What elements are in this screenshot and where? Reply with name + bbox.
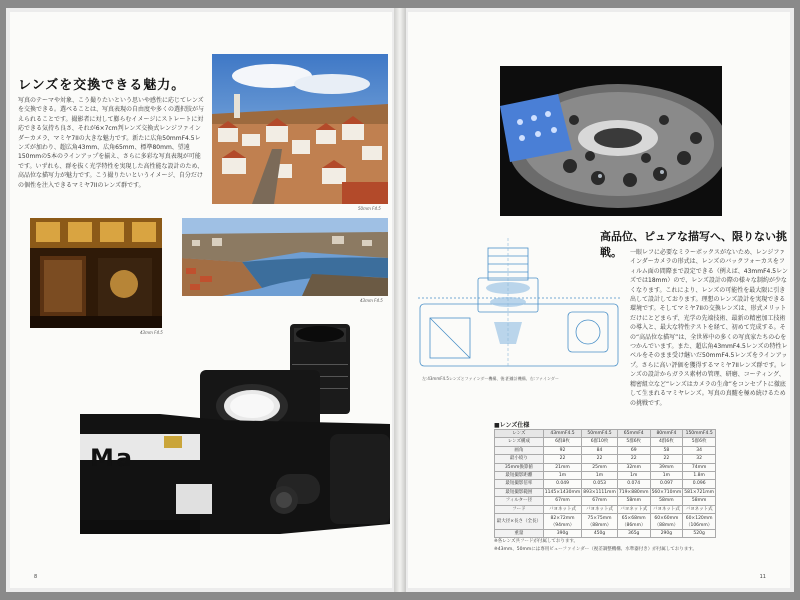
spec-row-label: 重量 (495, 530, 544, 538)
spec-cell: 22 (617, 455, 650, 463)
spec-cell: 1m (617, 472, 650, 480)
spec-cell: 0.096 (683, 480, 716, 488)
spec-cell: 6群8枚 (543, 438, 581, 446)
spec-row (495, 438, 716, 446)
spec-cell: 1m (650, 472, 683, 480)
spec-table-title: ■レンズ仕様 (494, 422, 530, 429)
spec-cell: 6群10枚 (582, 438, 618, 446)
photo-river-city (182, 218, 388, 296)
spec-cell: バヨネット式 (650, 505, 683, 513)
photo-hilltop-town (212, 54, 388, 204)
spec-cell: 520g (683, 530, 716, 538)
spec-cell: 21mm (543, 463, 581, 471)
spec-cell: バヨネット式 (683, 505, 716, 513)
spec-cell: 82×72mm（94mm） (543, 514, 581, 530)
left-heading: レンズを交換できる魅力。 (18, 78, 186, 93)
spec-note-1: ※各レンズ共フードが付属しております。 (494, 539, 579, 544)
spec-row (495, 480, 716, 488)
spec-note-2: ※43mm、50mmには専用ビューファインダー（視差調整機構、水準器付き）が付属しております。 (494, 547, 697, 552)
spec-cell: 1.8m (683, 472, 716, 480)
spec-cell: 0.049 (543, 480, 581, 488)
photo-palace-interior (30, 218, 162, 328)
spec-cell: 32 (683, 455, 716, 463)
spec-cell: 893×1111mm (583, 489, 616, 495)
right-page (408, 12, 790, 588)
spec-cell: 84 (582, 446, 618, 454)
photo-lens-polishing (500, 66, 722, 216)
spec-cell: 5群6枚 (617, 438, 650, 446)
caption-town: 50mm F4.5 (358, 206, 381, 211)
spec-cell: 58mm (650, 497, 683, 505)
spec-cell: 22 (582, 455, 618, 463)
spec-cell: 365g (617, 530, 650, 538)
spec-header-cell: 150mmF4.5 (683, 430, 716, 438)
book-gutter (394, 8, 406, 592)
spec-cell: 290g (650, 530, 683, 538)
spec-header-cell: レンズ (495, 430, 544, 438)
spec-row (495, 514, 716, 530)
spec-cell: 58 (650, 446, 683, 454)
spec-cell: 58mm (617, 497, 650, 505)
spec-row-label: 最短撮影倍率 (495, 480, 544, 488)
spec-cell: バヨネット式 (582, 505, 618, 513)
spec-row (495, 488, 716, 496)
right-heading: 高品位、ピュアな描写へ、限りない挑戦。 (600, 230, 787, 259)
page-number-left: 8 (34, 574, 38, 580)
spec-cell: 60×120mm（106mm） (683, 514, 716, 530)
spec-row-label: 最短撮影距離 (495, 472, 544, 480)
spec-header-row (495, 430, 716, 438)
spec-cell: 32mm (617, 463, 650, 471)
spec-header-cell: 65mmF4 (617, 430, 650, 438)
spec-row-label: レンズ構成 (495, 438, 544, 446)
right-body-text: 一眼レフに必要なミラーボックスがないため、レンジファインダーカメラの形式は、レンズのバックフォーカスをフィルム面の間際まで設定できる（例えば、43mmF4.5レンズでは18mm）ので、レンズ設計の際の様々な制約が少なくなります。これにより、レンズの可能性を最大限に引き出して設計しております。理想のレンズ設計を実現できる環境です。そしてマミヤ7IIの交換レンズは、形式メリットだけにとどまらず、光学の先端技術、最新の精密加工技術の導入と、最大な特性テストを経て、初めて完成する。その“高品位な描写”は、全世界中の多くの写真家たちの心をつかんでいます。また、超広角43mmF4.5レンズの特性レベルをそのまま受け継いだ50mmF4.5レンズをラインアップ。さらに高い評価を獲得するマミヤ7IIレンズ群です。レンズの設計からガラス素材の管理、研磨、コーティング、精密組立など“レンズはカメラの生命”をコンセプトに徹底して生まれるマミヤレンズ。写真の真髄を極め続けるための挑戦です。 (630, 249, 788, 407)
spec-cell: 1m (543, 472, 581, 480)
spec-cell: 69 (617, 446, 650, 454)
spec-cell: 390g (543, 530, 581, 538)
caption-interior: 43mm F4.5 (140, 330, 163, 335)
spec-cell: 39mm (650, 463, 683, 471)
left-body-text: 写真のテーマや対象、こう撮りたいという思いや感性に応じてレンズを交換できる。選べることは、写真表現の自由度や多くの選択肢が与えられることです。撮影者に対して膨らむイメージにストレートに対応できる気持ち良さ、それが6×7cm判レンズ交換式レンジファインダーカメラ、マミヤ7IIの大きな魅力です。新たに広角50mmF4.5レンズが加わり、超広角43mm、広角65mm、標準80mm、望遠150mmの5本のラインアップを揃え、さらに多彩な写真表現が可能です。いずれも、群を抜く光学特性を実現した高性能な設計のため、高品位な描写力が魅力です。こう撮りたいというイメージ、自分だけの個性を注入できるマミヤ7IIのレンズ群です。 (18, 97, 205, 189)
spec-row (495, 463, 716, 471)
spec-cell: 25mm (582, 463, 618, 471)
spec-cell: 22 (650, 455, 683, 463)
spec-header-cell: 50mmF4.5 (582, 430, 618, 438)
spec-row-label: 最小絞り (495, 455, 544, 463)
spec-cell: 74mm (683, 463, 716, 471)
spec-row (495, 472, 716, 480)
spec-cell: バヨネット式 (543, 505, 581, 513)
left-page (10, 12, 392, 588)
camera-strap-lettering: Ma (90, 444, 135, 472)
spec-cell: 0.097 (650, 480, 683, 488)
spec-cell: 67mm (543, 497, 581, 505)
spec-cell: 0.053 (582, 480, 618, 488)
lens-spec-table (494, 429, 716, 538)
spec-row (495, 455, 716, 463)
spec-header-cell: 80mmF4 (650, 430, 683, 438)
spec-row (495, 497, 716, 505)
spec-cell: 22 (543, 455, 581, 463)
spec-cell: 4群6枚 (650, 438, 683, 446)
spec-row-label: 最短撮影範囲 (495, 488, 544, 496)
spec-header-cell: 43mmF4.5 (543, 430, 581, 438)
spec-cell: 0.074 (617, 480, 650, 488)
diagram-caption: 左:43mmF4.5レンズとファインダー機構、後:距離計機構、右:ファインダー (422, 376, 559, 381)
spec-row (495, 530, 716, 538)
spec-cell: 58mm (683, 497, 716, 505)
spec-cell: 5群6枚 (683, 438, 716, 446)
brochure-spread (6, 8, 794, 592)
spec-row-label: 35mm換算値 (495, 463, 544, 471)
spec-cell: 450g (582, 530, 618, 538)
spec-row (495, 446, 716, 454)
spec-cell: 60×60mm（88mm） (650, 514, 683, 530)
spec-cell: 1m (582, 472, 618, 480)
spec-cell: 719×880mm (618, 489, 649, 495)
spec-cell: 581×721mm (684, 489, 714, 495)
spec-cell: 67mm (582, 497, 618, 505)
spec-row-label: フィルター径 (495, 497, 544, 505)
spec-cell: 560×710mm (651, 489, 682, 495)
spec-cell: 65×68mm（86mm） (617, 514, 650, 530)
spec-cell: 92 (543, 446, 581, 454)
spec-cell: バヨネット式 (617, 505, 650, 513)
spec-row-label: 最大径×長さ（全長） (495, 514, 544, 530)
spec-cell: 34 (683, 446, 716, 454)
spec-row-label: フード (495, 505, 544, 513)
spec-cell: 1145×1430mm (544, 489, 581, 495)
spec-row-label: 画角 (495, 446, 544, 454)
page-number-right: 11 (759, 574, 766, 580)
caption-harbor: 43mm F4.5 (360, 298, 383, 303)
spec-row (495, 505, 716, 513)
spec-cell: 75×75mm（88mm） (582, 514, 618, 530)
spec-table-body (495, 438, 716, 538)
camera-cutaway-diagram (418, 238, 622, 374)
